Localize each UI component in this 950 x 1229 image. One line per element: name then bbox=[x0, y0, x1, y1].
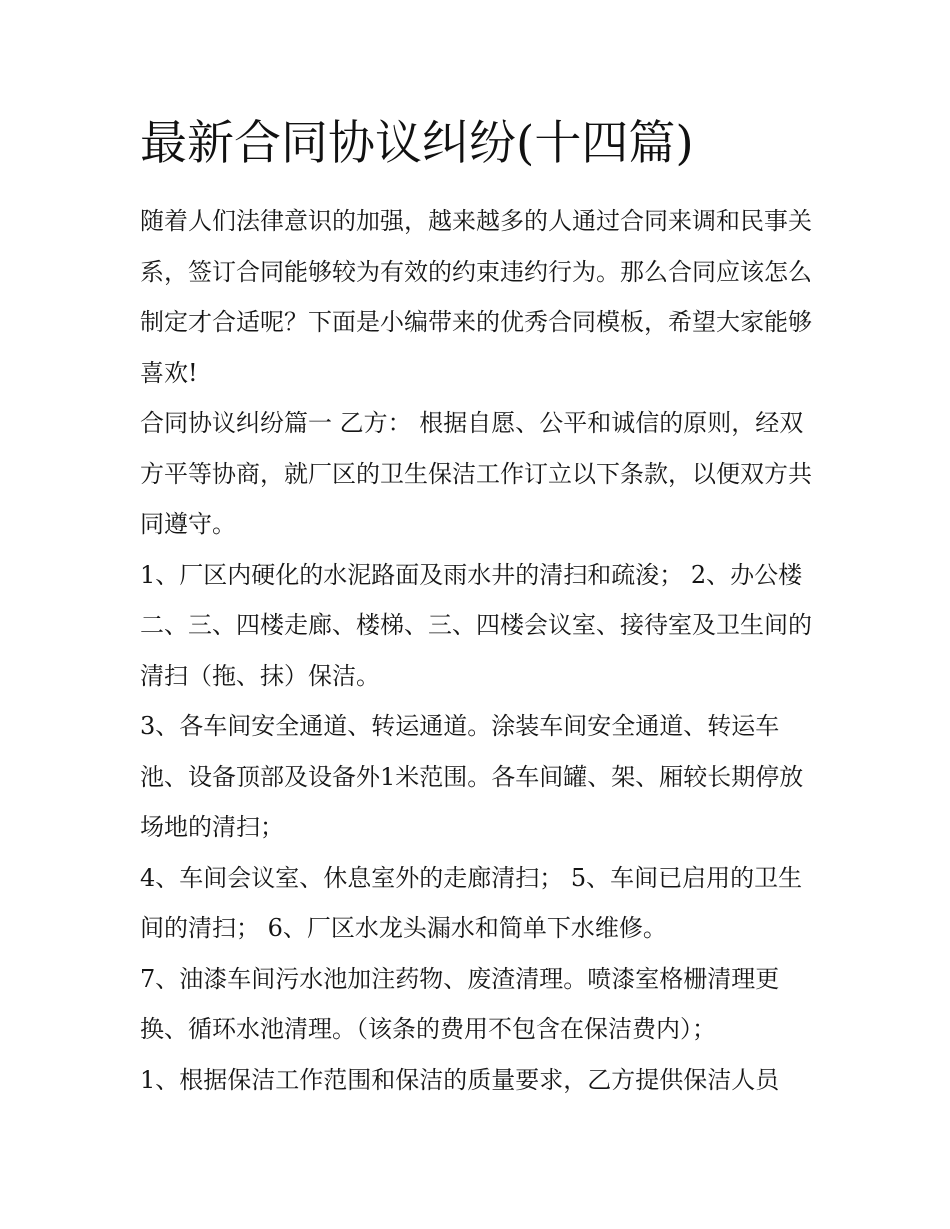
intro-paragraph: 随着人们法律意识的加强，越来越多的人通过合同来调和民事关系，签订合同能够较为有效的约束违约行为。那么合同应该怎么制定才合适呢？下面是小编带来的优秀合同模板，希望大家能够喜欢! bbox=[140, 207, 812, 387]
clause-paragraph: 4、车间会议室、休息室外的走廊清扫； 5、车间已启用的卫生间的清扫； 6、厂区水龙头漏水和简单下水维修。 bbox=[140, 863, 803, 942]
contract-opening-paragraph: 合同协议纠纷篇一 乙方： 根据自愿、公平和诚信的原则，经双方平等协商，就厂区的卫生保洁工作订立以下条款，以便双方共同遵守。 bbox=[140, 409, 812, 538]
document-body bbox=[140, 196, 820, 1105]
clause-paragraph: 1、厂区内硬化的水泥路面及雨水井的清扫和疏浚； 2、办公楼二、三、四楼走廊、楼梯、三、四楼会议室、接待室及卫生间的清扫（拖、抹）保洁。 bbox=[140, 560, 812, 690]
document-title: 最新合同协议纠纷(十四篇) bbox=[140, 116, 694, 171]
clause-paragraph: 7、油漆车间污水池加注药物、废渣清理。喷漆室格栅清理更换、循环水池清理。（该条的费用不包含在保洁费内）； bbox=[140, 964, 780, 1043]
clause-paragraph: 3、各车间安全通道、转运通道。涂装车间安全通道、转运车池、设备顶部及设备外1米范围。各车间罐、架、厢较长期停放场地的清扫； bbox=[140, 712, 804, 841]
clause-paragraph: 1、根据保洁工作范围和保洁的质量要求，乙方提供保洁人员 bbox=[140, 1065, 780, 1094]
